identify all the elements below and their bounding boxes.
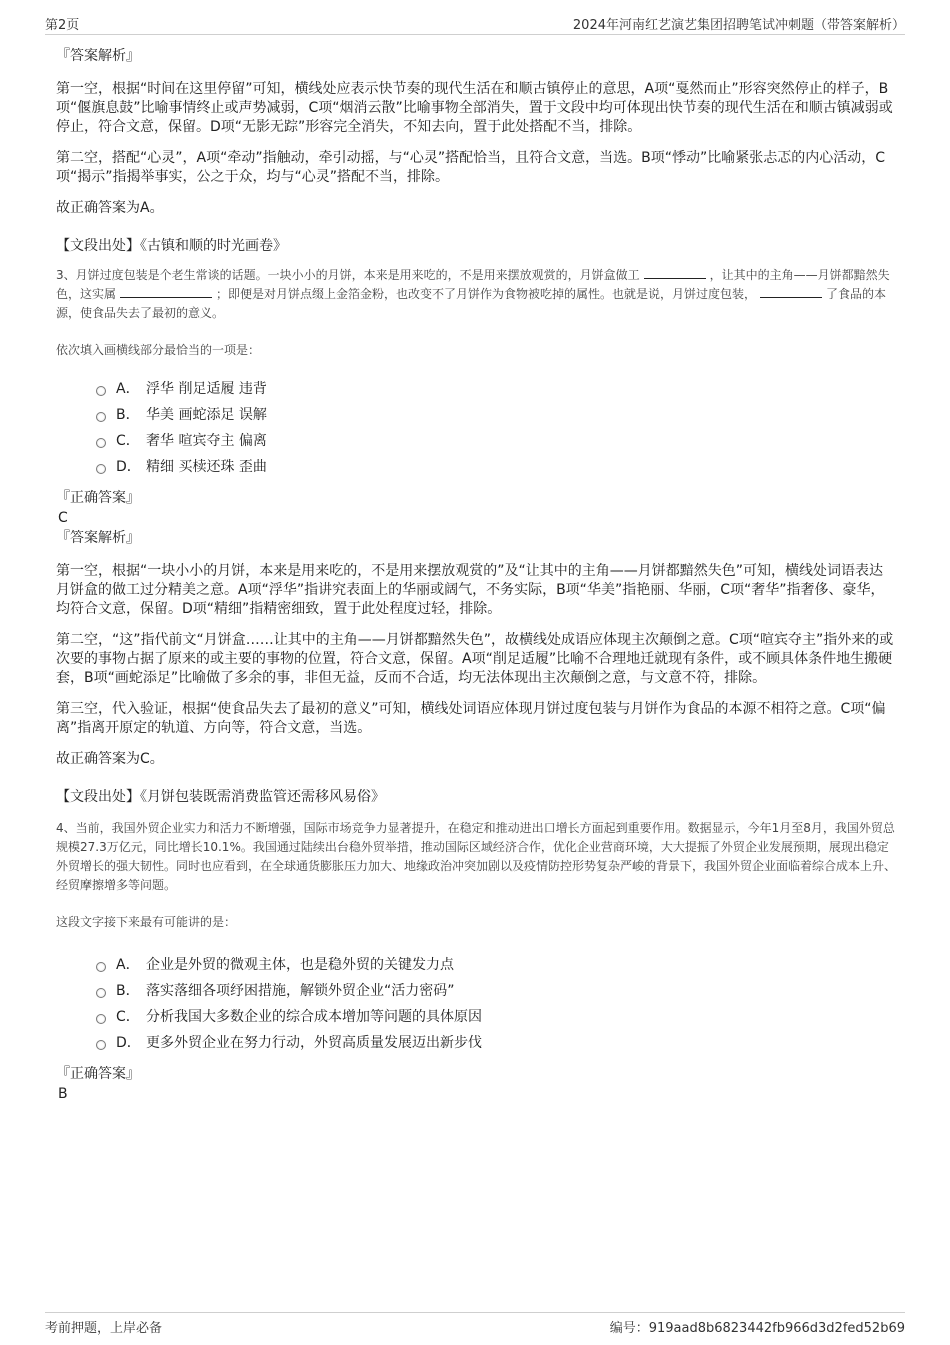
q3-analysis-p2: 第二空，“这”指代前文“月饼盒……让其中的主角——月饼都黯然失色”，故横线处成语应体现主次颠倒之意。C项“喧宾夺主”指外来的或次要的事物占据了原来的或主要的事物的位置，符合文意，保留。A项“削足适履”比喻不合理地迁就现有条件，或不顾具体条件地生搬硬套，B项“画蛇添足”比喻做了多余的事，非但无益，反而不合适，均无法体现出主次颠倒之意，与文意不符，排除。: [56, 632, 894, 686]
q2-source: 【文段出处】《古镇和顺的时光画卷》: [56, 238, 287, 254]
q2-analysis-p1: 第一空，根据“时间在这里停留”可知，横线处应表示快节奏的现代生活在和顺古镇停止的意思，A项“戛然而止”形容突然停止的样子，B项“偃旗息鼓”比喻事情终止或声势减弱，C项“烟消云散”比喻事物全部消失，置于文段中均可体现出快节奏的现代生活在和顺古镇减弱或停止，符合文意，保留。D项“无影无踪”形容完全消失，不知去向，置于此处搭配不当，排除。: [56, 81, 893, 135]
blank-3: [760, 285, 822, 298]
document-body: [56, 46, 896, 1104]
blank-1: [644, 266, 706, 279]
q3-source: 【文段出处】《月饼包装既需消费监管还需移风易俗》: [56, 789, 385, 805]
radio-icon[interactable]: [96, 386, 106, 396]
radio-icon[interactable]: [96, 988, 106, 998]
footer-slogan: 考前押题，上岸必备: [45, 1321, 163, 1336]
q3-option-c[interactable]: C． 奢华 喧宾夺主 偏离: [96, 428, 896, 454]
q3-analysis-tag: 『答案解析』: [56, 530, 140, 546]
q3-stem: 3、月饼过度包装是个老生常谈的话题。一块小小的月饼，本来是用来吃的，不是用来摆放观赏的，月饼盒做工 ，让其中的主角——月饼都黯然失色，这实属 ；即便是对月饼点缀上金箔金粉，也改变不了月饼作为食物被吃掉的属性。也就是说，月饼过度包装， 了食品的本源，使食品失去了最初的意义。: [56, 268, 890, 320]
q3-option-d[interactable]: D． 精细 买椟还珠 歪曲: [96, 454, 896, 480]
page-header: [45, 14, 905, 35]
q4-option-c[interactable]: C． 分析我国大多数企业的综合成本增加等问题的具体原因: [96, 1004, 896, 1030]
q3-analysis-p1: 第一空，根据“一块小小的月饼，本来是用来吃的，不是用来摆放观赏的”及“让其中的主角——月饼都黯然失色”可知，横线处词语表达月饼盒的做工过分精美之意。A项“浮华”指讲究表面上的华丽或阔气，不务实际，B项“华美”指艳丽、华丽，C项“奢华”指奢侈、豪华，均符合文意，保留。D项“精细”指精密细致，置于此处程度过轻，排除。: [56, 563, 885, 617]
radio-icon[interactable]: [96, 438, 106, 448]
q3-option-b[interactable]: B． 华美 画蛇添足 误解: [96, 402, 896, 428]
radio-icon[interactable]: [96, 1014, 106, 1024]
q4-option-d[interactable]: D． 更多外贸企业在努力行动，外贸高质量发展迈出新步伐: [96, 1030, 896, 1056]
q3-analysis-p3: 第三空，代入验证，根据“使食品失去了最初的意义”可知，横线处词语应体现月饼过度包装与月饼作为食品的本源不相符之意。C项“偏离”指离开原定的轨道、方向等，符合文意，当选。: [56, 701, 886, 736]
q4-answer: B: [58, 1086, 68, 1102]
q4-stem: 4、当前，我国外贸企业实力和活力不断增强，国际市场竞争力显著提升，在稳定和推动进出口增长方面起到重要作用。数据显示，今年1月至8月，我国外贸总规模27.3万亿元，同比增长10.1%。我国通过陆续出台稳外贸举措，推动国际区域经济合作，优化企业营商环境，大大提振了外贸企业发展预期，展现出稳定外贸增长的强大韧性。同时也应看到，在全球通货膨胀压力加大、地缘政治冲突加剧以及疫情防控形势复杂严峻的背景下，我国外贸企业面临着综合成本上升、经贸摩擦增多等问题。: [56, 821, 897, 892]
blank-2: [120, 285, 212, 298]
radio-icon[interactable]: [96, 412, 106, 422]
q4-option-b[interactable]: B． 落实落细各项纾困措施，解锁外贸企业“活力密码”: [96, 978, 896, 1004]
radio-icon[interactable]: [96, 464, 106, 474]
q4-prompt: 这段文字接下来最有可能讲的是：: [56, 915, 237, 929]
q3-prompt: 依次填入画横线部分最恰当的一项是：: [56, 343, 261, 357]
q3-option-a[interactable]: A． 浮华 削足适履 违背: [96, 376, 896, 402]
q3-answer: C: [58, 510, 68, 526]
page-footer: [45, 1312, 905, 1337]
radio-icon[interactable]: [96, 1040, 106, 1050]
q3-answer-tag: 『正确答案』: [56, 490, 140, 506]
page-number: 第2页: [45, 18, 80, 33]
q2-analysis-tag: 『答案解析』: [56, 48, 140, 64]
q2-conclusion: 故正确答案为A。: [56, 200, 164, 216]
radio-icon[interactable]: [96, 962, 106, 972]
q3-conclusion: 故正确答案为C。: [56, 751, 164, 767]
q2-analysis-p2: 第二空，搭配“心灵”，A项“牵动”指触动，牵引动摇，与“心灵”搭配恰当，且符合文意，当选。B项“悸动”比喻紧张忐忑的内心活动，C项“揭示”指揭举事实，公之于众，均与“心灵”搭配不当，排除。: [56, 150, 885, 185]
q3-options: [96, 376, 896, 480]
q4-options: [96, 952, 896, 1056]
q4-option-a[interactable]: A． 企业是外贸的微观主体，也是稳外贸的关键发力点: [96, 952, 896, 978]
q4-answer-tag: 『正确答案』: [56, 1066, 140, 1082]
document-code: 编号：919aad8b6823442fb966d3d2fed52b69: [609, 1321, 905, 1336]
document-title: 2024年河南红艺演艺集团招聘笔试冲刺题（带答案解析）: [572, 18, 905, 33]
